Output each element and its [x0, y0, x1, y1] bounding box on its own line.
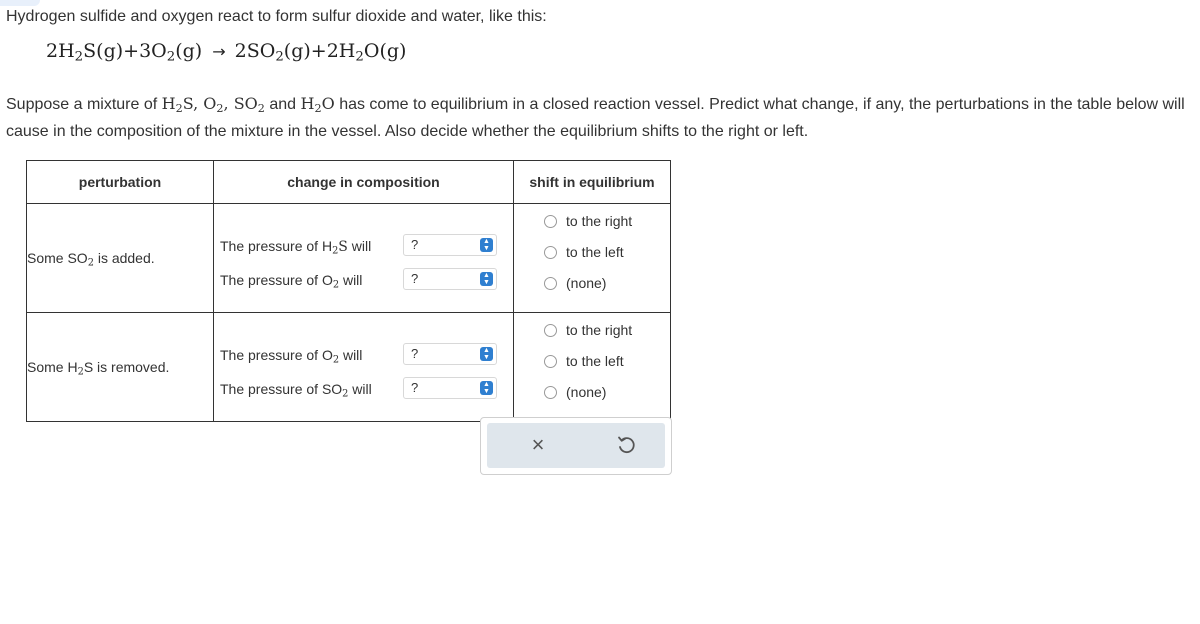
- change-line: [220, 380, 490, 400]
- header-perturbation: perturbation: [27, 161, 214, 204]
- radio-button[interactable]: [544, 324, 557, 337]
- eq-sub: 2: [275, 49, 284, 65]
- eq-o2: 3O: [139, 40, 167, 62]
- change-label: will: [348, 381, 372, 397]
- radio-button[interactable]: [544, 355, 557, 368]
- change-label: will: [347, 238, 372, 254]
- updown-chevron-icon: ▲ ▼: [480, 347, 493, 361]
- radio-button[interactable]: [544, 386, 557, 399]
- question-text: [6, 90, 1186, 145]
- change-label: The pressure of SO: [220, 381, 343, 397]
- pressure-select[interactable]: [403, 343, 497, 365]
- eq-text: S: [83, 40, 97, 62]
- eq-h2s-coef: 2H: [46, 40, 75, 62]
- change-sub: 2: [342, 388, 349, 400]
- change-sub: 2: [332, 245, 339, 257]
- change-species: S: [338, 239, 348, 255]
- radio-button[interactable]: [544, 277, 557, 290]
- perturbation-text: S is removed.: [83, 359, 170, 375]
- header-shift: shift in equilibrium: [514, 161, 671, 204]
- change-sub: 2: [332, 279, 340, 291]
- shift-cell: [514, 204, 671, 313]
- change-cell: [214, 204, 514, 313]
- table-row: [27, 313, 671, 422]
- change-line: [220, 346, 490, 366]
- updown-chevron-icon: ▲ ▼: [480, 272, 493, 286]
- select-value: ?: [411, 271, 419, 286]
- radio-label: to the left: [566, 353, 624, 369]
- action-bar: [487, 423, 665, 468]
- corner-tab: [0, 0, 40, 6]
- change-label: will: [339, 272, 363, 288]
- perturbation-cell: [27, 204, 214, 313]
- species-h2o: $H_2O$: [300, 94, 335, 115]
- perturbation-cell: [27, 313, 214, 422]
- reaction-arrow: →: [212, 42, 226, 61]
- select-value: ?: [411, 346, 419, 361]
- radio-label: (none): [566, 275, 607, 291]
- radio-button[interactable]: [544, 246, 557, 259]
- updown-chevron-icon: ▲ ▼: [480, 238, 493, 252]
- eq-phase: (g): [379, 40, 407, 62]
- change-line: [220, 271, 490, 291]
- change-cell: [214, 313, 514, 422]
- radio-label: to the left: [566, 244, 624, 260]
- close-icon[interactable]: ×: [531, 432, 545, 457]
- change-label: The pressure of H: [220, 238, 333, 254]
- pressure-select[interactable]: [403, 234, 497, 256]
- question-end: has come to equilibrium in a closed reaction vessel. Predict what change, if any, the perturbations in the table: [339, 96, 1112, 113]
- question-start: Suppose a mixture of: [6, 96, 158, 113]
- pressure-select[interactable]: [403, 268, 497, 290]
- eq-text: O: [363, 40, 380, 62]
- change-sub: 2: [332, 354, 340, 366]
- eq-phase: (g): [96, 40, 124, 62]
- question-line2: below will cause in the composition of the mixture in the vessel. Also decide whether the equilibrium shifts to the right or left.: [6, 96, 1185, 140]
- table-row: [27, 204, 671, 313]
- radio-button[interactable]: [544, 215, 557, 228]
- shift-cell: [514, 313, 671, 422]
- question-and: and: [269, 96, 297, 113]
- select-value: ?: [411, 237, 419, 252]
- eq-plus: +: [123, 40, 140, 62]
- perturbation-sub: 2: [87, 257, 94, 269]
- change-label: The pressure of O: [220, 272, 333, 288]
- undo-icon[interactable]: [615, 434, 637, 456]
- eq-phase: (g): [175, 40, 203, 62]
- eq-plus: +: [310, 40, 327, 62]
- eq-h2o: 2H: [326, 40, 356, 62]
- perturbation-text: is added.: [93, 250, 155, 266]
- radio-label: (none): [566, 384, 607, 400]
- select-value: ?: [411, 380, 419, 395]
- perturbation-table: [26, 160, 671, 422]
- updown-chevron-icon: ▲ ▼: [480, 381, 493, 395]
- species-list: $H_2S$, $O_2$, $SO_2$: [161, 94, 265, 115]
- perturbation-text: Some SO: [27, 250, 88, 266]
- eq-sub: 2: [74, 49, 84, 65]
- pressure-select[interactable]: [403, 377, 497, 399]
- reaction-equation: [46, 40, 407, 65]
- change-label: The pressure of O: [220, 347, 333, 363]
- radio-label: to the right: [566, 322, 633, 338]
- change-line: [220, 237, 490, 257]
- change-label: will: [339, 347, 363, 363]
- header-change: change in composition: [214, 161, 514, 204]
- intro-text: Hydrogen sulfide and oxygen react to form sulfur dioxide and water, like this:: [6, 8, 547, 25]
- eq-sub: 2: [166, 49, 176, 65]
- eq-so2: 2SO: [234, 40, 276, 62]
- eq-phase: (g): [283, 40, 311, 62]
- action-panel: [480, 417, 672, 475]
- eq-sub: 2: [355, 49, 364, 65]
- radio-label: to the right: [566, 213, 633, 229]
- perturbation-sub: 2: [77, 366, 84, 378]
- perturbation-text: Some H: [27, 359, 78, 375]
